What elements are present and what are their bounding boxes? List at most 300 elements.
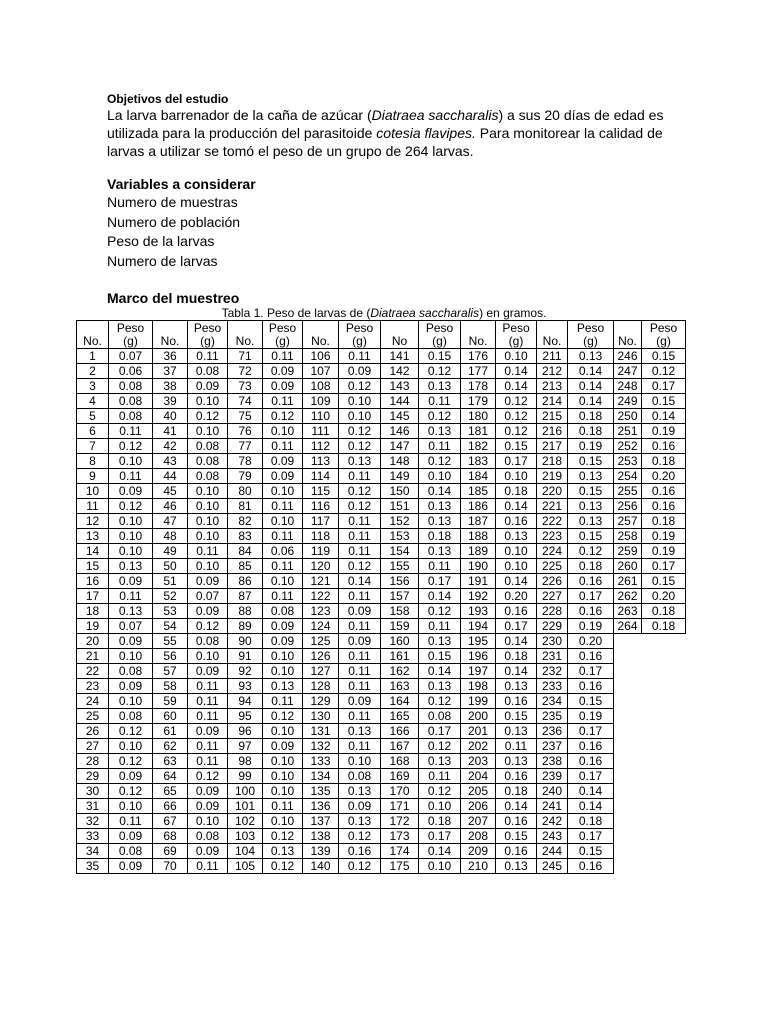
sample-number-cell: 223	[537, 529, 568, 544]
sample-weight-cell: 0.09	[109, 484, 153, 499]
sample-number-cell: 247	[614, 364, 642, 379]
sample-weight-cell: 0.11	[496, 739, 537, 754]
sample-weight-cell: 0.10	[263, 784, 303, 799]
sample-weight-cell: 0.11	[109, 589, 153, 604]
sample-number-cell: 27	[77, 739, 109, 754]
sample-number-cell: 229	[537, 619, 568, 634]
sample-number-cell: 211	[537, 349, 568, 364]
sample-number-cell: 183	[461, 454, 496, 469]
sample-weight-cell: 0.16	[568, 739, 614, 754]
table-row	[77, 844, 686, 859]
sample-number-cell: 23	[77, 679, 109, 694]
sample-number-cell: 180	[461, 409, 496, 424]
sample-number-cell: 220	[537, 484, 568, 499]
sample-weight-cell: 0.18	[642, 454, 686, 469]
sample-weight-cell: 0.14	[496, 364, 537, 379]
sample-number-cell: 11	[77, 499, 109, 514]
sample-weight-cell: 0.14	[496, 379, 537, 394]
sample-number-cell: 38	[153, 379, 188, 394]
sample-weight-cell: 0.15	[419, 349, 461, 364]
sample-weight-cell: 0.12	[109, 499, 153, 514]
sample-number-cell: 222	[537, 514, 568, 529]
sample-weight-cell: 0.12	[339, 499, 381, 514]
sample-number-cell: 124	[303, 619, 339, 634]
sample-weight-cell: 0.17	[496, 454, 537, 469]
sample-number-cell: 252	[614, 439, 642, 454]
sample-weight-cell: 0.08	[419, 709, 461, 724]
empty-cell	[642, 844, 686, 859]
sample-number-cell: 118	[303, 529, 339, 544]
sample-number-cell: 121	[303, 574, 339, 589]
sample-number-cell: 122	[303, 589, 339, 604]
sample-number-cell: 75	[228, 409, 263, 424]
sample-number-cell: 241	[537, 799, 568, 814]
sample-number-cell: 174	[381, 844, 419, 859]
sample-number-cell: 97	[228, 739, 263, 754]
table-row	[77, 499, 686, 514]
empty-cell	[614, 739, 642, 754]
empty-cell	[614, 829, 642, 844]
sample-weight-cell: 0.20	[642, 469, 686, 484]
sample-number-cell: 88	[228, 604, 263, 619]
header-peso-cell: Peso (g)	[263, 321, 303, 349]
empty-cell	[614, 634, 642, 649]
sample-weight-cell: 0.12	[339, 829, 381, 844]
sample-number-cell: 231	[537, 649, 568, 664]
sample-number-cell: 67	[153, 814, 188, 829]
sample-weight-cell: 0.17	[419, 574, 461, 589]
table-row	[77, 364, 686, 379]
sample-number-cell: 59	[153, 694, 188, 709]
sample-weight-cell: 0.10	[419, 859, 461, 874]
sample-number-cell: 175	[381, 859, 419, 874]
table-row	[77, 619, 686, 634]
sample-number-cell: 226	[537, 574, 568, 589]
sample-number-cell: 70	[153, 859, 188, 874]
sample-number-cell: 182	[461, 439, 496, 454]
sample-number-cell: 147	[381, 439, 419, 454]
sample-weight-cell: 0.19	[568, 709, 614, 724]
sample-number-cell: 39	[153, 394, 188, 409]
table-row	[77, 439, 686, 454]
sample-weight-cell: 0.13	[568, 349, 614, 364]
sample-number-cell: 33	[77, 829, 109, 844]
sample-weight-cell: 0.17	[568, 664, 614, 679]
sample-number-cell: 89	[228, 619, 263, 634]
sample-number-cell: 203	[461, 754, 496, 769]
sample-number-cell: 191	[461, 574, 496, 589]
sample-number-cell: 65	[153, 784, 188, 799]
sample-number-cell: 160	[381, 634, 419, 649]
sample-weight-cell: 0.18	[496, 649, 537, 664]
sample-weight-cell: 0.12	[339, 484, 381, 499]
sample-number-cell: 197	[461, 664, 496, 679]
sample-weight-cell: 0.12	[109, 754, 153, 769]
table-row	[77, 634, 686, 649]
sample-weight-cell: 0.10	[188, 499, 228, 514]
table-row	[77, 604, 686, 619]
sample-number-cell: 170	[381, 784, 419, 799]
sample-weight-cell: 0.11	[339, 649, 381, 664]
sample-number-cell: 73	[228, 379, 263, 394]
sample-number-cell: 13	[77, 529, 109, 544]
sample-number-cell: 190	[461, 559, 496, 574]
caption-text-part: Tabla 1. Peso de larvas de (	[221, 306, 371, 320]
sample-weight-cell: 0.18	[642, 604, 686, 619]
sample-weight-cell: 0.14	[496, 499, 537, 514]
objetivos-text-part: ) a sus 20 días de edad es utilizada para la producción del parasitoide	[107, 107, 664, 141]
sample-weight-cell: 0.16	[568, 859, 614, 874]
sample-number-cell: 243	[537, 829, 568, 844]
empty-cell	[642, 754, 686, 769]
table-row	[77, 664, 686, 679]
sample-number-cell: 114	[303, 469, 339, 484]
sample-number-cell: 139	[303, 844, 339, 859]
sample-weight-cell: 0.09	[109, 829, 153, 844]
sample-number-cell: 156	[381, 574, 419, 589]
sample-number-cell: 90	[228, 634, 263, 649]
table-row	[77, 784, 686, 799]
variables-list	[107, 193, 240, 271]
sample-weight-cell: 0.12	[109, 724, 153, 739]
sample-weight-cell: 0.11	[339, 679, 381, 694]
sample-weight-cell: 0.12	[419, 454, 461, 469]
empty-cell	[642, 724, 686, 739]
sample-weight-cell: 0.17	[496, 619, 537, 634]
sample-weight-cell: 0.11	[339, 529, 381, 544]
sample-number-cell: 224	[537, 544, 568, 559]
sample-weight-cell: 0.11	[263, 439, 303, 454]
header-peso-cell: Peso (g)	[496, 321, 537, 349]
sample-number-cell: 248	[614, 379, 642, 394]
sample-weight-cell: 0.10	[188, 814, 228, 829]
sample-weight-cell: 0.19	[642, 529, 686, 544]
sample-number-cell: 115	[303, 484, 339, 499]
header-no-cell: No.	[228, 321, 263, 349]
sample-weight-cell: 0.20	[642, 589, 686, 604]
sample-weight-cell: 0.18	[642, 514, 686, 529]
sample-weight-cell: 0.15	[642, 574, 686, 589]
sample-weight-cell: 0.09	[339, 634, 381, 649]
sample-number-cell: 152	[381, 514, 419, 529]
sample-number-cell: 4	[77, 394, 109, 409]
sample-weight-cell: 0.09	[339, 799, 381, 814]
table-row	[77, 649, 686, 664]
sample-weight-cell: 0.10	[109, 544, 153, 559]
empty-cell	[642, 829, 686, 844]
sample-number-cell: 100	[228, 784, 263, 799]
header-no-cell: No.	[77, 321, 109, 349]
sample-weight-cell: 0.06	[109, 364, 153, 379]
sample-number-cell: 151	[381, 499, 419, 514]
sample-weight-cell: 0.11	[188, 544, 228, 559]
sample-number-cell: 196	[461, 649, 496, 664]
sample-weight-cell: 0.16	[568, 649, 614, 664]
sample-weight-cell: 0.14	[419, 484, 461, 499]
sample-weight-cell: 0.18	[642, 619, 686, 634]
sample-weight-cell: 0.10	[496, 559, 537, 574]
empty-cell	[614, 799, 642, 814]
sample-weight-cell: 0.07	[109, 349, 153, 364]
table-row	[77, 859, 686, 874]
sample-weight-cell: 0.10	[496, 349, 537, 364]
marco-heading: Marco del muestreo	[107, 290, 240, 306]
sample-number-cell: 36	[153, 349, 188, 364]
sample-number-cell: 215	[537, 409, 568, 424]
sample-number-cell: 83	[228, 529, 263, 544]
sample-weight-cell: 0.08	[263, 604, 303, 619]
sample-weight-cell: 0.11	[188, 739, 228, 754]
empty-cell	[642, 679, 686, 694]
sample-weight-cell: 0.13	[419, 514, 461, 529]
sample-weight-cell: 0.08	[188, 364, 228, 379]
sample-number-cell: 18	[77, 604, 109, 619]
sample-number-cell: 135	[303, 784, 339, 799]
objetivos-text-part: La larva barrenador de la caña de azúcar (	[107, 107, 372, 123]
sample-number-cell: 161	[381, 649, 419, 664]
header-peso-cell: Peso (g)	[188, 321, 228, 349]
sample-weight-cell: 0.11	[419, 559, 461, 574]
sample-number-cell: 104	[228, 844, 263, 859]
sample-number-cell: 216	[537, 424, 568, 439]
caption-species: Diatraea saccharalis	[370, 306, 480, 320]
table-row	[77, 724, 686, 739]
sample-number-cell: 217	[537, 439, 568, 454]
sample-number-cell: 123	[303, 604, 339, 619]
sample-weight-cell: 0.10	[109, 799, 153, 814]
sample-number-cell: 6	[77, 424, 109, 439]
table-row	[77, 589, 686, 604]
sample-number-cell: 200	[461, 709, 496, 724]
empty-cell	[614, 814, 642, 829]
empty-cell	[642, 814, 686, 829]
sample-number-cell: 234	[537, 694, 568, 709]
sample-weight-cell: 0.08	[188, 439, 228, 454]
sample-number-cell: 66	[153, 799, 188, 814]
sample-number-cell: 155	[381, 559, 419, 574]
sample-weight-cell: 0.12	[496, 409, 537, 424]
empty-cell	[614, 844, 642, 859]
sample-number-cell: 112	[303, 439, 339, 454]
sample-weight-cell: 0.16	[568, 679, 614, 694]
sample-weight-cell: 0.12	[419, 409, 461, 424]
sample-weight-cell: 0.15	[568, 454, 614, 469]
sample-number-cell: 219	[537, 469, 568, 484]
header-peso-cell: Peso (g)	[642, 321, 686, 349]
sample-weight-cell: 0.09	[109, 859, 153, 874]
sample-number-cell: 127	[303, 664, 339, 679]
sample-weight-cell: 0.10	[339, 394, 381, 409]
sample-weight-cell: 0.19	[568, 439, 614, 454]
sample-weight-cell: 0.16	[496, 694, 537, 709]
table-row	[77, 529, 686, 544]
sample-number-cell: 71	[228, 349, 263, 364]
table-row	[77, 739, 686, 754]
sample-weight-cell: 0.09	[188, 604, 228, 619]
sample-number-cell: 238	[537, 754, 568, 769]
sample-weight-cell: 0.11	[419, 769, 461, 784]
table-row	[77, 799, 686, 814]
sample-weight-cell: 0.08	[109, 394, 153, 409]
sample-weight-cell: 0.12	[419, 739, 461, 754]
sample-number-cell: 16	[77, 574, 109, 589]
sample-number-cell: 246	[614, 349, 642, 364]
sample-weight-cell: 0.11	[339, 709, 381, 724]
sample-weight-cell: 0.12	[188, 409, 228, 424]
sample-weight-cell: 0.10	[109, 649, 153, 664]
sample-number-cell: 98	[228, 754, 263, 769]
sample-weight-cell: 0.08	[109, 664, 153, 679]
header-no-cell: No.	[303, 321, 339, 349]
sample-weight-cell: 0.11	[188, 679, 228, 694]
sample-weight-cell: 0.13	[568, 469, 614, 484]
sample-number-cell: 198	[461, 679, 496, 694]
sample-weight-cell: 0.09	[188, 799, 228, 814]
sample-number-cell: 7	[77, 439, 109, 454]
sample-weight-cell: 0.10	[188, 424, 228, 439]
sample-number-cell: 177	[461, 364, 496, 379]
sample-number-cell: 167	[381, 739, 419, 754]
sample-number-cell: 74	[228, 394, 263, 409]
sample-number-cell: 171	[381, 799, 419, 814]
empty-cell	[642, 784, 686, 799]
sample-weight-cell: 0.12	[642, 364, 686, 379]
sample-weight-cell: 0.18	[419, 814, 461, 829]
sample-number-cell: 21	[77, 649, 109, 664]
sample-weight-cell: 0.10	[263, 754, 303, 769]
sample-number-cell: 145	[381, 409, 419, 424]
sample-number-cell: 80	[228, 484, 263, 499]
sample-weight-cell: 0.10	[419, 799, 461, 814]
sample-weight-cell: 0.10	[496, 544, 537, 559]
sample-weight-cell: 0.17	[568, 769, 614, 784]
sample-number-cell: 26	[77, 724, 109, 739]
sample-number-cell: 61	[153, 724, 188, 739]
sample-weight-cell: 0.07	[109, 619, 153, 634]
sample-number-cell: 187	[461, 514, 496, 529]
sample-weight-cell: 0.10	[188, 484, 228, 499]
empty-cell	[614, 859, 642, 874]
sample-number-cell: 142	[381, 364, 419, 379]
sample-number-cell: 235	[537, 709, 568, 724]
sample-weight-cell: 0.14	[568, 799, 614, 814]
sample-weight-cell: 0.14	[496, 799, 537, 814]
sample-weight-cell: 0.09	[109, 769, 153, 784]
sample-weight-cell: 0.11	[188, 709, 228, 724]
sample-weight-cell: 0.08	[188, 634, 228, 649]
variable-item: Numero de muestras	[107, 194, 238, 210]
sample-weight-cell: 0.11	[188, 859, 228, 874]
sample-weight-cell: 0.13	[568, 499, 614, 514]
sample-weight-cell: 0.09	[188, 664, 228, 679]
sample-weight-cell: 0.08	[188, 454, 228, 469]
sample-weight-cell: 0.10	[339, 754, 381, 769]
sample-number-cell: 24	[77, 694, 109, 709]
sample-weight-cell: 0.10	[263, 724, 303, 739]
sample-number-cell: 245	[537, 859, 568, 874]
sample-number-cell: 126	[303, 649, 339, 664]
empty-cell	[642, 694, 686, 709]
sample-number-cell: 157	[381, 589, 419, 604]
sample-weight-cell: 0.12	[419, 604, 461, 619]
sample-weight-cell: 0.17	[419, 829, 461, 844]
empty-cell	[614, 709, 642, 724]
sample-number-cell: 99	[228, 769, 263, 784]
empty-cell	[614, 769, 642, 784]
sample-number-cell: 178	[461, 379, 496, 394]
sample-weight-cell: 0.11	[188, 754, 228, 769]
sample-number-cell: 186	[461, 499, 496, 514]
sample-weight-cell: 0.11	[339, 514, 381, 529]
table-row	[77, 349, 686, 364]
sample-number-cell: 125	[303, 634, 339, 649]
sample-number-cell: 210	[461, 859, 496, 874]
sample-number-cell: 165	[381, 709, 419, 724]
sample-weight-cell: 0.12	[339, 439, 381, 454]
sample-weight-cell: 0.20	[496, 589, 537, 604]
sample-weight-cell: 0.09	[263, 739, 303, 754]
sample-weight-cell: 0.17	[568, 724, 614, 739]
sample-number-cell: 256	[614, 499, 642, 514]
sample-number-cell: 137	[303, 814, 339, 829]
sample-weight-cell: 0.13	[339, 454, 381, 469]
sample-number-cell: 176	[461, 349, 496, 364]
sample-number-cell: 101	[228, 799, 263, 814]
sample-weight-cell: 0.09	[109, 634, 153, 649]
sample-weight-cell: 0.14	[568, 364, 614, 379]
table-row	[77, 769, 686, 784]
table-row	[77, 574, 686, 589]
table-row	[77, 814, 686, 829]
sample-number-cell: 146	[381, 424, 419, 439]
sample-number-cell: 185	[461, 484, 496, 499]
sample-weight-cell: 0.14	[339, 574, 381, 589]
sample-weight-cell: 0.08	[339, 769, 381, 784]
sample-number-cell: 202	[461, 739, 496, 754]
sample-weight-cell: 0.15	[568, 694, 614, 709]
sample-weight-cell: 0.08	[109, 409, 153, 424]
sample-weight-cell: 0.16	[339, 844, 381, 859]
sample-weight-cell: 0.09	[109, 574, 153, 589]
sample-number-cell: 153	[381, 529, 419, 544]
sample-weight-cell: 0.10	[263, 664, 303, 679]
sample-weight-cell: 0.11	[263, 499, 303, 514]
sample-number-cell: 19	[77, 619, 109, 634]
sample-weight-cell: 0.11	[263, 589, 303, 604]
sample-number-cell: 69	[153, 844, 188, 859]
sample-number-cell: 131	[303, 724, 339, 739]
sample-number-cell: 164	[381, 694, 419, 709]
sample-number-cell: 204	[461, 769, 496, 784]
sample-weight-cell: 0.09	[339, 694, 381, 709]
sample-number-cell: 25	[77, 709, 109, 724]
sample-weight-cell: 0.09	[188, 724, 228, 739]
sample-weight-cell: 0.10	[109, 694, 153, 709]
sample-number-cell: 193	[461, 604, 496, 619]
table-row	[77, 754, 686, 769]
sample-number-cell: 262	[614, 589, 642, 604]
sample-weight-cell: 0.18	[568, 409, 614, 424]
sample-weight-cell: 0.06	[263, 544, 303, 559]
sample-weight-cell: 0.10	[109, 739, 153, 754]
sample-weight-cell: 0.15	[419, 649, 461, 664]
sample-weight-cell: 0.09	[188, 784, 228, 799]
sample-weight-cell: 0.10	[263, 814, 303, 829]
sample-number-cell: 138	[303, 829, 339, 844]
sample-weight-cell: 0.14	[419, 664, 461, 679]
sample-number-cell: 255	[614, 484, 642, 499]
parasitoid-name: cotesia flavipes.	[376, 125, 476, 141]
